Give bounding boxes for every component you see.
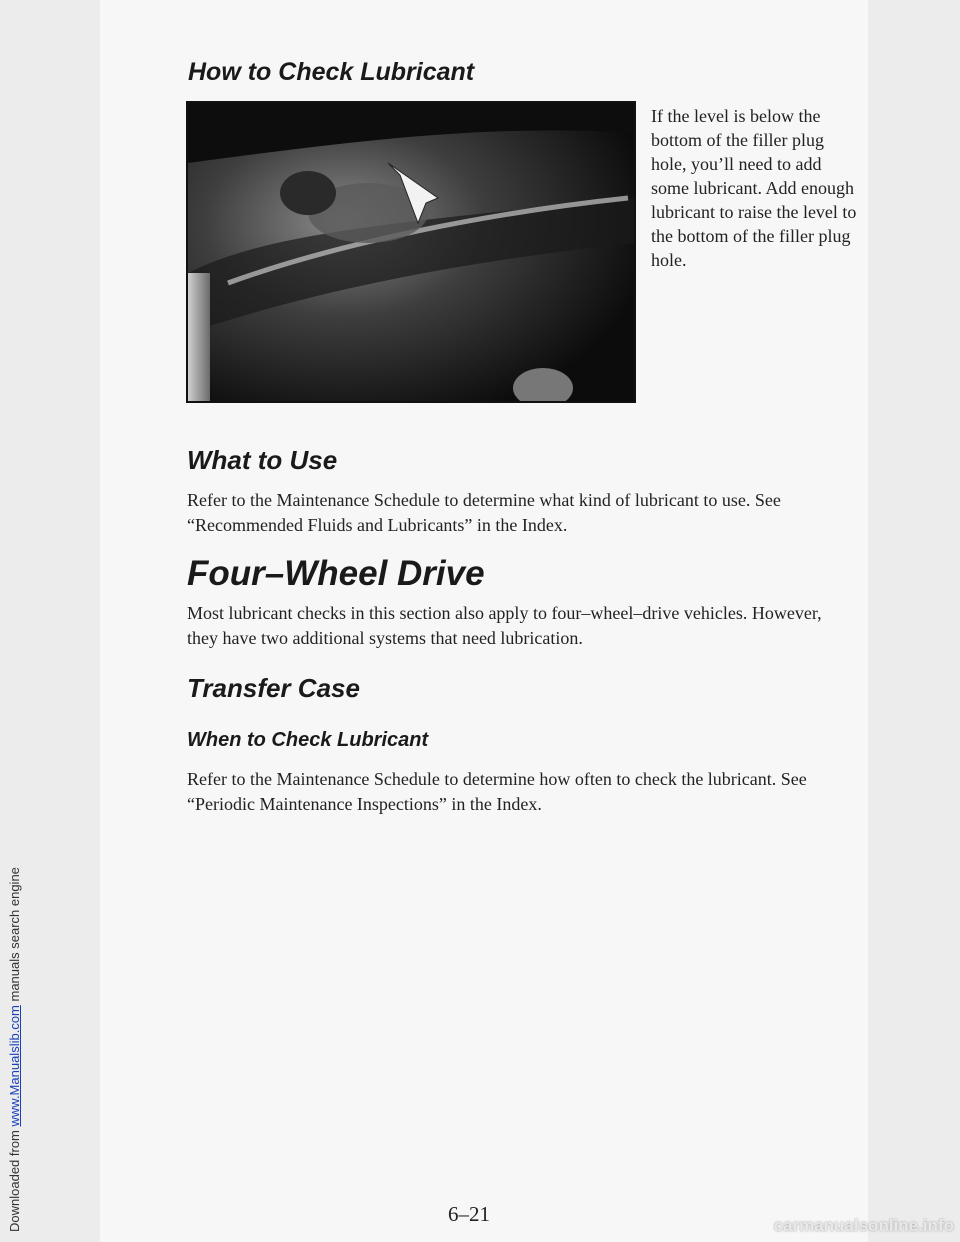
download-banner [0,0,26,1242]
differential-photo [188,103,634,401]
page-number: 6–21 [448,1202,490,1226]
filler-plug-instructions: If the level is below the bottom of the filler plug hole, you’ll need to add some lubricant. Add enough lubricant to raise the level to the bottom of the filler plug hole. [651,106,857,270]
four-wheel-drive-text: Most lubricant checks in this section also apply to four–wheel–drive vehicles. However, they have two additional systems that need lubrication. [187,603,822,648]
what-to-use-text: Refer to the Maintenance Schedule to determine what kind of lubricant to use. See “Recommended Fluids and Lubricants” in the Index. [187,490,781,535]
heading-four-wheel-drive: Four–Wheel Drive [187,554,485,593]
heading-when-to-check-lubricant: When to Check Lubricant [187,729,429,751]
heading-how-to-check-lubricant: How to Check Lubricant [188,58,475,86]
heading-transfer-case: Transfer Case [187,673,360,703]
footer-watermark: carmanualsonline.info [773,1216,954,1235]
when-to-check-text: Refer to the Maintenance Schedule to determine how often to check the lubricant. See “Periodic Maintenance Inspections” in the Index. [187,769,807,814]
manualslib-link[interactable]: www.Manualslib.com [7,1005,22,1127]
download-banner-text: Downloaded from www.Manualslib.com manuals search engine [7,867,22,1232]
heading-what-to-use: What to Use [187,445,338,475]
